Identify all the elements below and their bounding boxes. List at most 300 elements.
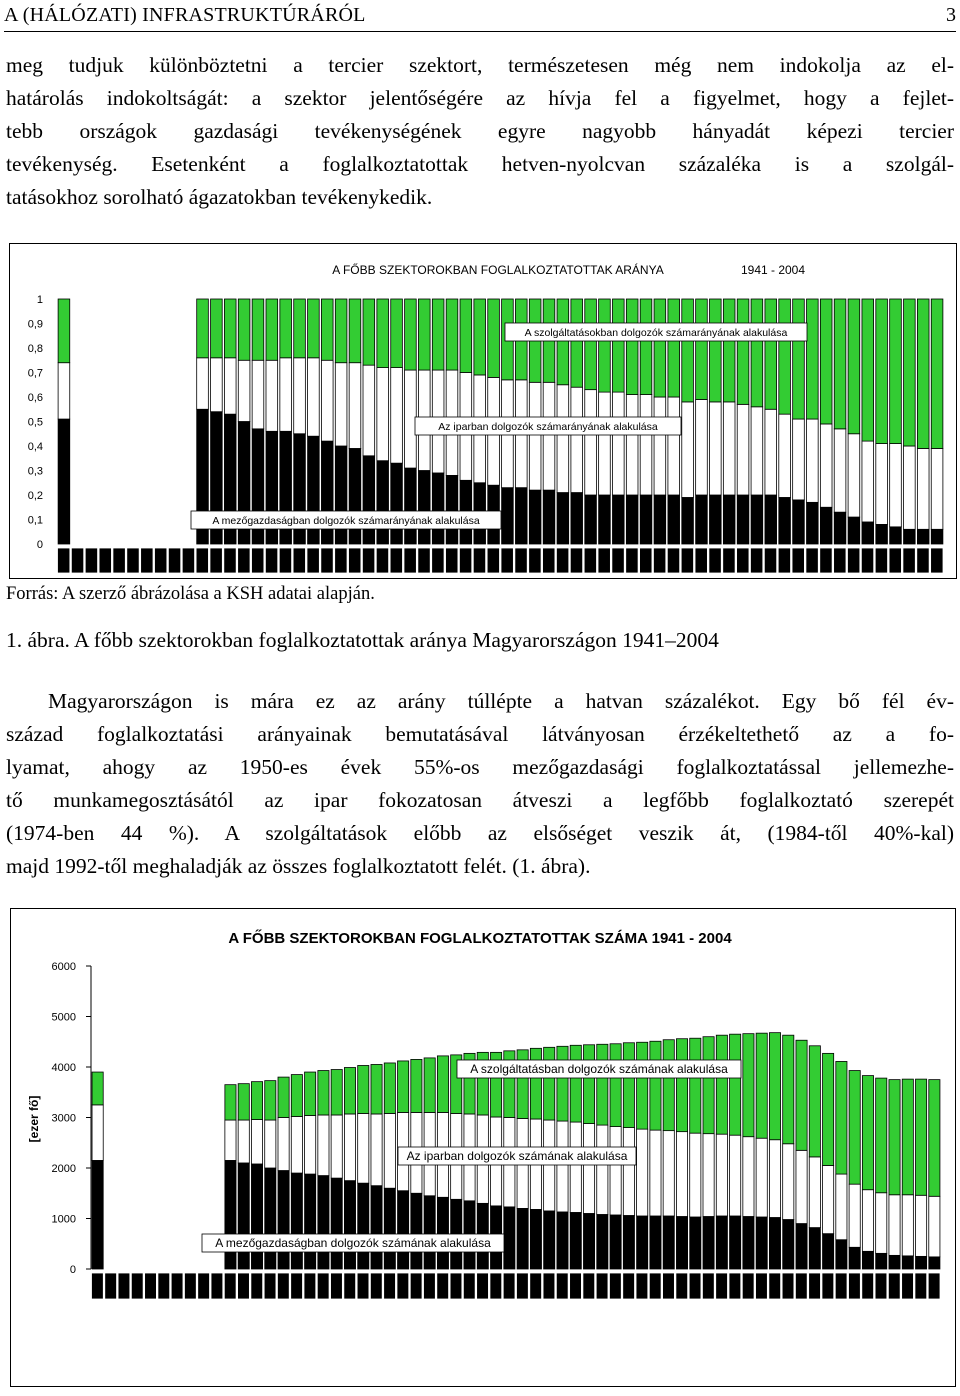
bar-services-56	[834, 299, 846, 429]
bar-agriculture-25	[424, 1196, 435, 1269]
y-tick-label: 0,1	[27, 514, 43, 527]
bar-industry-21	[371, 1114, 382, 1186]
x-category-tick-47	[709, 548, 721, 573]
bar-agriculture-53	[796, 1224, 807, 1269]
x-category-tick-56	[835, 1273, 847, 1299]
x-category-tick-48	[723, 548, 735, 573]
bar-services-41	[637, 1042, 648, 1129]
paragraph-line: tevékenység. Esetenként a foglalkoztatottak hetven-nyolcvan százaléka is a szolgál-	[6, 152, 954, 176]
bar-services-31	[488, 299, 500, 377]
bar-agriculture-43	[654, 495, 666, 544]
bar-agriculture-47	[716, 1216, 727, 1269]
x-category-tick-0	[58, 548, 70, 573]
x-category-tick-17	[317, 1273, 329, 1299]
bar-industry-51	[765, 409, 777, 495]
bar-services-25	[405, 299, 417, 370]
x-category-tick-50	[756, 1273, 768, 1299]
bar-agriculture-10	[225, 1160, 236, 1269]
bar-agriculture-54	[809, 1228, 820, 1269]
bar-agriculture-32	[502, 488, 514, 544]
bar-industry-58	[862, 1190, 873, 1252]
x-category-tick-57	[849, 1273, 861, 1299]
x-category-tick-0	[92, 1273, 104, 1299]
bar-services-40	[623, 1043, 634, 1128]
bar-services-47	[716, 1035, 727, 1134]
x-category-tick-43	[653, 548, 665, 573]
bar-agriculture-52	[779, 497, 791, 544]
bar-agriculture-0	[92, 1160, 103, 1269]
bar-services-40	[612, 299, 624, 392]
bar-services-49	[737, 299, 749, 404]
bar-services-24	[391, 299, 403, 368]
bar-industry-56	[834, 429, 846, 512]
bar-services-38	[597, 1044, 608, 1125]
bar-industry-63	[929, 1196, 940, 1257]
bar-services-21	[349, 299, 361, 363]
bar-industry-62	[916, 1195, 927, 1256]
bar-agriculture-45	[682, 497, 694, 544]
x-category-tick-44	[676, 1273, 688, 1299]
bar-industry-12	[224, 358, 236, 414]
bar-services-12	[251, 1082, 262, 1120]
source-note: Forrás: A szerző ábrázolása a KSH adatai alapján.	[6, 584, 375, 604]
bar-services-22	[363, 299, 375, 365]
x-category-tick-32	[517, 1273, 529, 1299]
bar-agriculture-28	[446, 475, 458, 544]
bar-services-24	[411, 1059, 422, 1112]
bar-services-43	[663, 1040, 674, 1131]
bar-industry-54	[807, 419, 819, 502]
x-category-tick-37	[583, 1273, 595, 1299]
x-category-tick-48	[729, 1273, 741, 1299]
bar-industry-35	[557, 1121, 568, 1212]
paragraph-line: tatásokhoz sorolható ágazatokban tevékenykedik.	[6, 185, 433, 209]
bar-services-52	[783, 1035, 794, 1144]
bar-industry-49	[737, 404, 749, 495]
chart-title: A FŐBB SZEKTOROKBAN FOGLALKOZTATOTTAK ARÁNYA	[332, 263, 664, 277]
bar-agriculture-45	[690, 1217, 701, 1269]
bar-services-12	[224, 299, 236, 358]
chart-title-years: 1941 - 2004	[740, 263, 806, 277]
x-category-tick-7	[155, 548, 167, 573]
bar-industry-10	[225, 1120, 236, 1160]
bar-agriculture-61	[904, 529, 916, 544]
x-category-tick-28	[446, 548, 458, 573]
bar-agriculture-31	[504, 1207, 515, 1269]
x-category-tick-41	[626, 548, 638, 573]
x-category-tick-35	[556, 1273, 568, 1299]
x-category-tick-6	[141, 548, 153, 573]
body-paragraph-2	[6, 685, 954, 883]
bar-agriculture-59	[876, 524, 888, 544]
bar-services-16	[280, 299, 292, 358]
bar-agriculture-17	[318, 1176, 329, 1269]
x-category-tick-2	[85, 548, 97, 573]
bar-services-48	[723, 299, 735, 402]
y-tick-label: 1	[36, 294, 43, 306]
x-category-tick-14	[277, 1273, 289, 1299]
y-tick-label: 5000	[51, 1011, 76, 1024]
x-category-tick-54	[809, 1273, 821, 1299]
bar-services-35	[557, 1046, 568, 1121]
paragraph-line: meg tudjuk különböztetni a tercier szektort, természetesen még nem indokolja az el-	[6, 53, 954, 77]
bar-industry-58	[862, 441, 874, 522]
x-category-tick-33	[530, 1273, 542, 1299]
chart-count-by-sector	[10, 908, 956, 1387]
bar-industry-52	[779, 414, 791, 497]
bar-industry-50	[756, 1138, 767, 1217]
bar-industry-16	[305, 1115, 316, 1174]
bar-services-50	[751, 299, 763, 407]
x-category-tick-36	[556, 548, 568, 573]
x-category-tick-26	[418, 548, 430, 573]
x-category-tick-3	[99, 548, 111, 573]
bar-services-17	[294, 299, 306, 358]
bar-services-44	[676, 1039, 687, 1132]
bar-industry-22	[384, 1113, 395, 1188]
bar-agriculture-35	[543, 490, 555, 544]
bar-services-19	[321, 299, 333, 360]
x-category-tick-57	[847, 548, 859, 573]
bar-agriculture-38	[597, 1214, 608, 1269]
y-tick-label: 0,7	[27, 367, 43, 380]
bar-agriculture-49	[737, 495, 749, 544]
bar-services-49	[743, 1034, 754, 1137]
x-category-tick-29	[477, 1273, 489, 1299]
paragraph-line: majd 1992-től meghaladják az összes foglalkoztatott felét. (1. ábra).	[6, 854, 591, 878]
bar-services-10	[197, 299, 209, 358]
bar-industry-59	[876, 1193, 887, 1254]
bar-agriculture-22	[384, 1188, 395, 1269]
bar-agriculture-62	[916, 1256, 927, 1269]
bar-services-62	[917, 299, 929, 448]
bar-agriculture-0	[58, 419, 70, 544]
bar-services-41	[626, 299, 638, 395]
bar-services-47	[709, 299, 721, 402]
bar-services-63	[931, 299, 943, 448]
x-category-tick-49	[742, 1273, 754, 1299]
bar-industry-16	[280, 358, 292, 432]
bar-agriculture-44	[668, 495, 680, 544]
bar-services-63	[929, 1080, 940, 1197]
x-category-tick-62	[915, 1273, 927, 1299]
x-category-tick-58	[861, 548, 873, 573]
bar-services-22	[384, 1063, 395, 1114]
y-tick-label: 3000	[51, 1112, 76, 1125]
bar-industry-42	[650, 1130, 661, 1216]
x-category-tick-6	[171, 1273, 183, 1299]
bar-agriculture-41	[626, 495, 638, 544]
bar-agriculture-41	[637, 1216, 648, 1269]
bar-industry-34	[529, 382, 541, 490]
bar-agriculture-26	[418, 471, 430, 545]
x-category-tick-36	[570, 1273, 582, 1299]
x-category-tick-29	[459, 548, 471, 573]
x-category-tick-11	[238, 1273, 250, 1299]
bar-industry-40	[623, 1128, 634, 1216]
bar-services-55	[820, 299, 832, 424]
bar-services-15	[266, 299, 278, 360]
x-category-tick-63	[928, 1273, 940, 1299]
bar-agriculture-55	[820, 507, 832, 544]
bar-services-58	[862, 299, 874, 441]
x-category-tick-7	[184, 1273, 196, 1299]
bar-services-36	[570, 1045, 581, 1122]
bar-industry-40	[612, 392, 624, 495]
annotation-label-2: A mezőgazdaságban dolgozók számarányának alakulása	[212, 515, 480, 527]
x-category-tick-25	[404, 548, 416, 573]
bar-agriculture-51	[769, 1217, 780, 1269]
paragraph-line: határolás indokoltságát: a szektor jelentőségére az hívja fel a figyelmet, hogy a fejlet-	[6, 86, 954, 110]
x-category-tick-17	[293, 548, 305, 573]
y-tick-label: 0,9	[27, 318, 43, 331]
x-category-tick-8	[198, 1273, 210, 1299]
x-category-tick-13	[238, 548, 250, 573]
bar-services-20	[335, 299, 347, 363]
x-category-tick-21	[349, 548, 361, 573]
bar-agriculture-38	[585, 495, 597, 544]
bar-industry-25	[405, 370, 417, 468]
paragraph-line: Magyarországon is mára ez az arány túllépte a hatvan százalékot. Egy bő fél év-	[48, 689, 954, 713]
bar-agriculture-33	[530, 1209, 541, 1269]
bar-industry-61	[902, 1195, 913, 1256]
bar-services-44	[668, 299, 680, 397]
x-category-tick-51	[764, 548, 776, 573]
bar-agriculture-34	[544, 1211, 555, 1269]
bar-agriculture-24	[391, 463, 403, 544]
bar-industry-46	[703, 1134, 714, 1217]
bar-industry-57	[849, 1184, 860, 1247]
bar-industry-52	[783, 1144, 794, 1220]
bar-agriculture-53	[793, 500, 805, 544]
bar-industry-55	[820, 424, 832, 507]
paragraph-line: (1974-ben 44 %). A szolgáltatások előbb az elsőséget veszik át, (1984-től 40%-kal)	[6, 821, 954, 845]
bar-services-60	[890, 299, 902, 444]
y-tick-label: 0,8	[27, 343, 43, 355]
bar-services-54	[809, 1046, 820, 1157]
bar-services-21	[371, 1064, 382, 1113]
x-category-tick-46	[702, 1273, 714, 1299]
bar-industry-0	[58, 363, 70, 419]
chart-share-svg	[10, 244, 956, 578]
x-category-tick-58	[862, 1273, 874, 1299]
bar-agriculture-16	[305, 1174, 316, 1269]
x-category-tick-35	[543, 548, 555, 573]
bar-industry-36	[570, 1122, 581, 1212]
x-category-tick-12	[251, 1273, 263, 1299]
bar-industry-18	[308, 358, 320, 436]
bar-services-36	[557, 299, 569, 385]
bar-services-28	[446, 299, 458, 370]
bar-services-37	[571, 299, 583, 387]
chart-count-svg	[11, 909, 955, 1386]
x-category-tick-37	[570, 548, 582, 573]
bar-agriculture-14	[278, 1171, 289, 1269]
bar-services-13	[238, 299, 250, 360]
x-category-tick-55	[822, 1273, 834, 1299]
y-tick-label: 0,2	[27, 490, 43, 502]
x-category-tick-14	[252, 548, 264, 573]
x-category-tick-20	[335, 548, 347, 573]
bar-industry-37	[583, 1124, 594, 1214]
bar-services-62	[916, 1079, 927, 1195]
bar-industry-20	[358, 1113, 369, 1183]
bar-services-39	[610, 1044, 621, 1127]
x-category-tick-44	[667, 548, 679, 573]
paragraph-line: tebb országok gazdasági tevékenységének egyre nagyobb hányadát képezi tercier	[6, 119, 954, 143]
bar-agriculture-26	[437, 1197, 448, 1269]
bar-agriculture-40	[623, 1215, 634, 1269]
bar-agriculture-52	[783, 1220, 794, 1269]
x-category-tick-45	[689, 1273, 701, 1299]
x-category-tick-4	[145, 1273, 157, 1299]
bar-agriculture-57	[848, 517, 860, 544]
bar-services-18	[308, 299, 320, 358]
x-category-tick-15	[265, 548, 277, 573]
bar-services-56	[836, 1061, 847, 1174]
bar-agriculture-32	[517, 1208, 528, 1269]
x-category-tick-53	[795, 1273, 807, 1299]
x-category-tick-60	[889, 548, 901, 573]
bar-industry-44	[668, 397, 680, 495]
x-category-tick-19	[321, 548, 333, 573]
x-category-tick-26	[437, 1273, 449, 1299]
x-category-tick-10	[196, 548, 208, 573]
x-category-tick-39	[609, 1273, 621, 1299]
bar-agriculture-21	[371, 1186, 382, 1269]
x-category-tick-52	[778, 548, 790, 573]
x-category-tick-25	[424, 1273, 436, 1299]
bar-industry-22	[363, 365, 375, 456]
x-category-tick-49	[737, 548, 749, 573]
bar-services-61	[902, 1079, 913, 1195]
bar-industry-45	[682, 402, 694, 498]
bar-agriculture-49	[743, 1216, 754, 1269]
bar-industry-51	[769, 1140, 780, 1218]
x-category-tick-21	[370, 1273, 382, 1299]
x-category-tick-39	[598, 548, 610, 573]
bar-services-51	[765, 299, 777, 409]
x-category-tick-43	[663, 1273, 675, 1299]
bar-agriculture-23	[398, 1191, 409, 1269]
x-category-tick-30	[490, 1273, 502, 1299]
bar-agriculture-42	[640, 495, 652, 544]
x-category-tick-42	[640, 548, 652, 573]
bar-industry-11	[238, 1120, 249, 1163]
bar-services-53	[793, 299, 805, 419]
bar-industry-21	[349, 363, 361, 449]
x-category-tick-53	[792, 548, 804, 573]
bar-services-58	[862, 1076, 873, 1190]
x-category-tick-9	[182, 548, 194, 573]
bar-agriculture-21	[349, 448, 361, 544]
bar-services-45	[690, 1038, 701, 1133]
bar-services-39	[599, 299, 611, 392]
x-category-tick-33	[515, 548, 527, 573]
running-header-title: A (HÁLÓZATI) INFRASTRUKTÚRÁRÓL	[4, 4, 366, 26]
x-category-tick-34	[543, 1273, 555, 1299]
bar-industry-17	[294, 358, 306, 434]
bar-agriculture-34	[529, 490, 541, 544]
x-category-tick-11	[210, 548, 222, 573]
bar-industry-19	[321, 360, 333, 441]
bar-services-61	[904, 299, 916, 446]
x-category-tick-23	[397, 1273, 409, 1299]
bar-agriculture-63	[931, 529, 943, 544]
x-category-tick-54	[806, 548, 818, 573]
page-number: 3	[946, 4, 956, 26]
y-tick-label: 0,6	[27, 392, 43, 404]
chart-title: A FŐBB SZEKTOROKBAN FOGLALKOZTATOTTAK SZÁMA 1941 - 2004	[228, 930, 732, 947]
x-category-tick-61	[902, 1273, 914, 1299]
bar-agriculture-54	[807, 502, 819, 544]
bar-services-45	[682, 299, 694, 402]
bar-agriculture-36	[570, 1212, 581, 1269]
x-category-tick-52	[782, 1273, 794, 1299]
y-tick-label: 0,5	[27, 416, 43, 429]
bar-industry-44	[676, 1132, 687, 1217]
bar-industry-46	[696, 399, 708, 495]
x-category-tick-1	[105, 1273, 117, 1299]
bar-industry-59	[876, 444, 888, 525]
bar-industry-15	[291, 1116, 302, 1173]
annotation-label-0: A szolgáltatásokban dolgozók számarányának alakulása	[524, 327, 788, 339]
bar-agriculture-20	[358, 1183, 369, 1269]
x-category-tick-62	[917, 548, 929, 573]
x-category-tick-1	[71, 548, 83, 573]
bar-services-13	[265, 1081, 276, 1120]
bar-agriculture-50	[751, 495, 763, 544]
bar-industry-48	[730, 1135, 741, 1216]
bar-agriculture-60	[890, 527, 902, 544]
bar-industry-37	[571, 387, 583, 492]
x-category-tick-10	[224, 1273, 236, 1299]
bar-industry-43	[663, 1131, 674, 1216]
bar-services-0	[58, 299, 70, 363]
bar-services-19	[344, 1068, 355, 1114]
bar-industry-56	[836, 1174, 847, 1240]
bar-agriculture-60	[889, 1255, 900, 1269]
bar-services-23	[377, 299, 389, 368]
bar-agriculture-55	[823, 1234, 834, 1269]
bar-agriculture-40	[612, 495, 624, 544]
y-tick-label: 0,3	[27, 465, 43, 478]
bar-industry-53	[793, 419, 805, 500]
bar-agriculture-37	[583, 1213, 594, 1269]
bar-industry-23	[377, 368, 389, 461]
x-category-tick-19	[344, 1273, 356, 1299]
bar-services-48	[730, 1034, 741, 1135]
bar-services-53	[796, 1040, 807, 1150]
bar-agriculture-18	[331, 1178, 342, 1269]
x-category-tick-27	[432, 548, 444, 573]
bar-agriculture-43	[663, 1216, 674, 1269]
x-category-tick-30	[473, 548, 485, 573]
x-category-tick-23	[376, 548, 388, 573]
bar-agriculture-13	[265, 1168, 276, 1269]
x-category-tick-3	[131, 1273, 143, 1299]
bar-industry-41	[626, 395, 638, 495]
bar-agriculture-63	[929, 1257, 940, 1269]
bar-industry-13	[265, 1120, 276, 1168]
x-category-tick-24	[390, 548, 402, 573]
bar-industry-19	[344, 1114, 355, 1181]
x-category-tick-46	[695, 548, 707, 573]
bar-industry-61	[904, 446, 916, 529]
bar-services-57	[849, 1071, 860, 1185]
x-category-tick-28	[463, 1273, 475, 1299]
bar-industry-0	[92, 1105, 103, 1161]
